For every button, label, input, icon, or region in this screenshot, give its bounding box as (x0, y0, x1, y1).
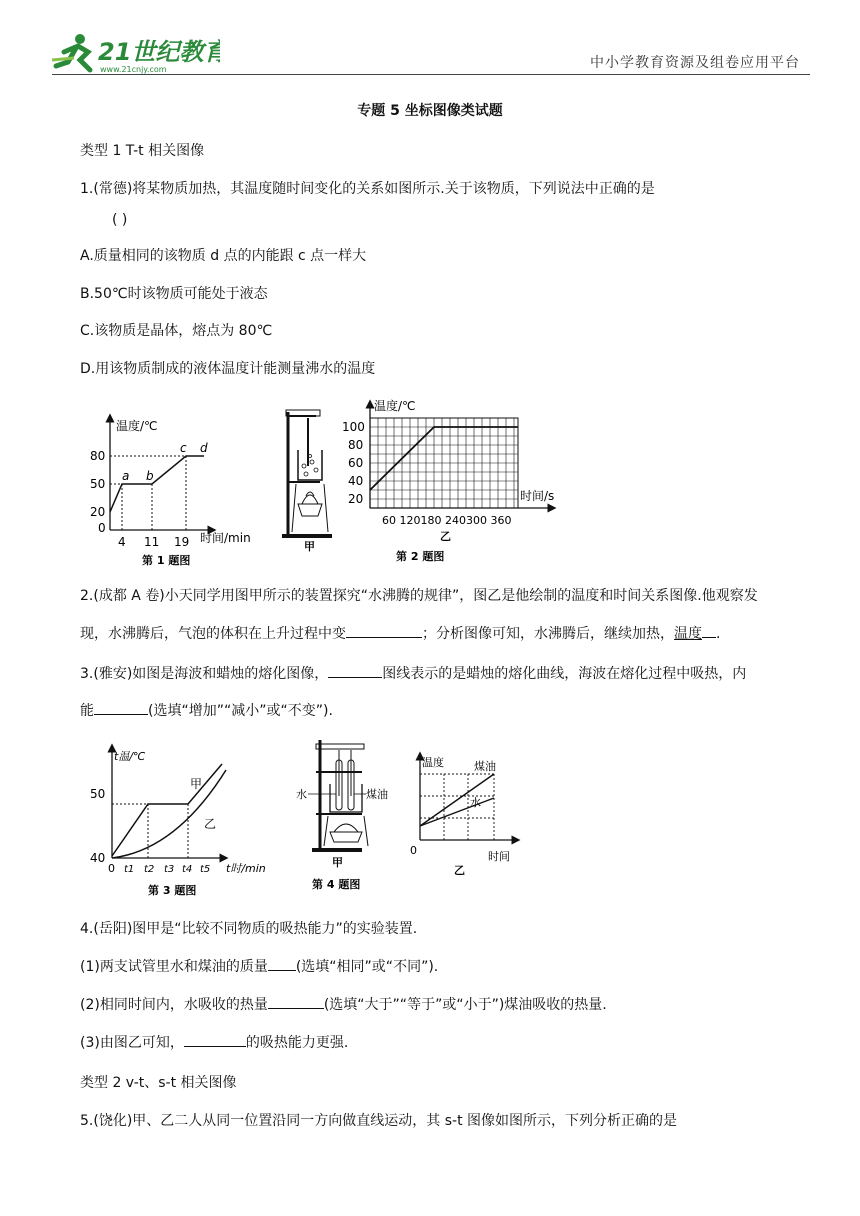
fig1-xlabel: 时间/min (200, 531, 251, 545)
fig3-ytick: 50 (90, 787, 106, 801)
q4-blank-2[interactable] (268, 994, 324, 1009)
fig4-kerosene-series: 煤油 (474, 760, 496, 773)
figure-4-graph (398, 748, 528, 878)
fig1-ytick: 50 (90, 477, 106, 491)
logo-text: 21世纪教育 (98, 38, 220, 66)
fig1-curve (110, 456, 204, 512)
fig1-ytick: 0 (98, 521, 106, 535)
q3-blank-2[interactable] (94, 700, 148, 715)
fig2-xlabel: 时间/s (520, 489, 555, 503)
q2-line1: 2.(成都 A 卷)小天同学用图甲所示的装置探究“水沸腾的规律”，图乙是他绘制的温度和时间关系图像.他观察发 (80, 588, 758, 604)
fig3-curve-yi (112, 770, 226, 858)
fig2-ytick: 100 (342, 420, 365, 434)
fig3-curve-jia (112, 764, 222, 856)
fig1-xtick: 19 (174, 535, 190, 549)
fig3-ylabel: t温/℃ (114, 750, 146, 763)
logo (50, 30, 220, 74)
fig4-jia-label: 甲 (332, 856, 343, 869)
figure-3 (86, 740, 276, 900)
figure-4-apparatus (292, 736, 392, 896)
figure-1 (82, 408, 267, 568)
q3-line2: 能 (选填“增加”“减小”或“不变”). (80, 700, 333, 720)
fig3-xtick: t2 (144, 864, 155, 875)
fig4-water-series: 水 (470, 796, 481, 809)
q4-blank-3[interactable] (184, 1032, 246, 1047)
fig3-ytick: 40 (90, 851, 106, 865)
platform-name: 中小学教育资源及组卷应用平台 (590, 55, 800, 71)
fig3-xlabel: t时/min (226, 862, 266, 875)
fig1-ytick: 80 (90, 449, 106, 463)
q3-line1: 3.(雅安)如图是海波和蜡烛的熔化图像， 图线表示的是蜡烛的熔化曲线，海波在熔化过程中吸热，内 (80, 663, 746, 683)
fig2-caption: 第 2 题图 (396, 550, 445, 563)
q1-stem: 1.(常德)将某物质加热，其温度随时间变化的关系如图所示.关于该物质，下列说法中正确的是 (80, 181, 655, 197)
fig4-kerosene-label: 煤油 (366, 788, 388, 801)
fig3-caption: 第 3 题图 (148, 884, 197, 897)
fig2-ylabel: 温度/℃ (374, 399, 416, 413)
fig1-ytick: 20 (90, 505, 106, 519)
fig1-ylabel: 温度/℃ (116, 419, 158, 433)
fig4-caption: 第 4 题图 (312, 878, 361, 891)
fig4-water-label: 水 (296, 788, 307, 801)
section-type2: 类型 2 v-t、s-t 相关图像 (80, 1075, 237, 1091)
q2-blank-1[interactable] (346, 623, 422, 638)
section-type1: 类型 1 T-t 相关图像 (80, 143, 205, 159)
fig2-ytick: 60 (348, 456, 364, 470)
fig1-caption: 第 1 题图 (142, 554, 191, 567)
fig1-point-c: c (180, 441, 187, 455)
fig2-yi-label: 乙 (440, 530, 451, 543)
fig3-xtick: t1 (124, 864, 135, 875)
q1-paren: ( ) (112, 212, 128, 228)
fig3-yi-label: 乙 (204, 817, 217, 831)
q4-part2: (2)相同时间内，水吸收的热量 (选填“大于”“等于”或“小于”)煤油吸收的热量. (80, 994, 607, 1014)
fig3-jia-label: 甲 (190, 777, 203, 791)
q2-line2: 现，水沸腾后，气泡的体积在上升过程中变 ；分析图像可知，水沸腾后，继续加热，温度 . (80, 623, 720, 643)
q1-option-c: C.该物质是晶体，熔点为 80℃ (80, 323, 273, 339)
fig3-xtick: 0 (108, 862, 115, 875)
page-title: 专题 5 坐标图像类试题 (357, 103, 503, 119)
fig1-xtick: 4 (118, 535, 126, 549)
q3-blank-1[interactable] (328, 663, 382, 678)
fig2-xticks: 60 120180 240300 360 (382, 514, 512, 527)
fig4-origin: 0 (410, 844, 417, 857)
fig1-point-a: a (122, 469, 130, 483)
fig1-xtick: 11 (144, 535, 160, 549)
fig3-xtick: t3 (164, 864, 175, 875)
fig4-line-water (420, 798, 494, 826)
q4-blank-1[interactable] (268, 956, 296, 971)
fig2-ytick: 80 (348, 438, 364, 452)
figure-2-graph (340, 396, 560, 566)
fig2-ytick: 20 (348, 492, 364, 506)
q4-part3: (3)由图乙可知， 的吸热能力更强. (80, 1032, 348, 1052)
q1-option-d: D.用该物质制成的液体温度计能测量沸水的温度 (80, 361, 376, 377)
fig4-ylabel: 温度 (422, 756, 444, 769)
fig3-xtick: t4 (182, 864, 193, 875)
q5-stem: 5.(饶化)甲、乙二人从同一位置沿同一方向做直线运动，其 s-t 图像如图所示，下列分析正确的是 (80, 1113, 678, 1129)
fig2-curve (370, 427, 518, 490)
q2-blank-2[interactable]: 温度 (674, 626, 702, 642)
fig2-jia-label: 甲 (304, 540, 315, 553)
runner-icon (52, 34, 90, 70)
q1-option-b: B.50℃时该物质可能处于液态 (80, 286, 268, 302)
fig1-point-d: d (200, 441, 208, 455)
fig3-xtick: t5 (200, 864, 211, 875)
q4-part1: (1)两支试管里水和煤油的质量 (选填“相同”或“不同”). (80, 956, 438, 976)
fig2-ytick: 40 (348, 474, 364, 488)
q4-stem: 4.(岳阳)图甲是“比较不同物质的吸热能力”的实验装置. (80, 921, 418, 937)
fig4-yi-label: 乙 (454, 864, 465, 877)
fig1-point-b: b (146, 469, 154, 483)
logo-url: www.21cnjy.com (100, 65, 167, 74)
header-divider (52, 74, 810, 75)
fig4-xlabel: 时间 (488, 850, 510, 863)
q1-option-a: A.质量相同的该物质 d 点的内能跟 c 点一样大 (80, 248, 367, 264)
